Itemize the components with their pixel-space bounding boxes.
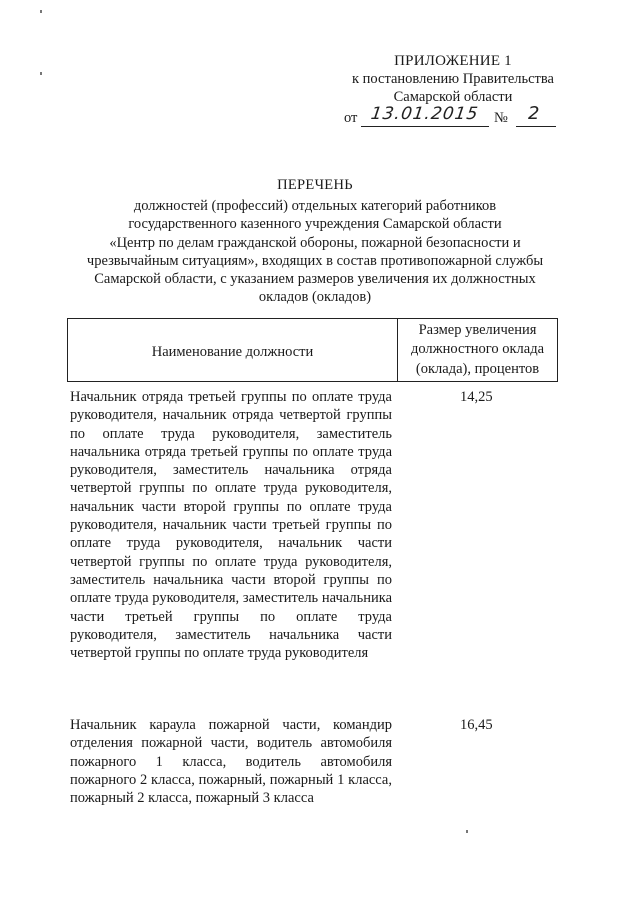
column-header-increase: Размер увеличения должностного оклада (оклада), процентов xyxy=(410,321,545,377)
heading-line: государственного казенного учреждения Самарской области xyxy=(128,216,502,233)
row-position-name: Начальник караула пожарной части, командир отделения пожарной части, водитель автомобиля пожарного 1 класса, водитель автомобиля пожарного 2 класса, пожарный, пожарный 1 класса, пожарный 2 класса, пожарный 3 класса xyxy=(70,717,392,807)
handwritten-date: 13.01.2015 xyxy=(369,104,480,124)
date-underline xyxy=(361,106,489,127)
appendix-title: ПРИЛОЖЕНИЕ 1 xyxy=(394,53,512,69)
row-increase-value: 16,45 xyxy=(460,717,493,733)
heading-line: «Центр по делам гражданской обороны, пожарной безопасности и xyxy=(109,234,521,251)
scan-speck xyxy=(466,830,468,833)
appendix-block xyxy=(338,52,568,106)
number-prefix: № xyxy=(494,110,508,126)
table-row xyxy=(70,716,560,807)
table-header xyxy=(67,318,558,382)
appendix-line-1: к постановлению Правительства xyxy=(352,71,554,87)
handwritten-number: 2 xyxy=(528,103,540,124)
row-increase-value: 14,25 xyxy=(460,389,493,405)
heading-title: ПЕРЕЧЕНЬ xyxy=(277,177,353,193)
heading-line: должностей (профессий) отдельных категорий работников xyxy=(133,198,497,215)
date-prefix: от xyxy=(344,110,358,126)
heading-line: окладов (окладов) xyxy=(258,289,372,306)
scan-speck xyxy=(40,10,42,13)
column-header-position: Наименование должности xyxy=(68,319,398,381)
heading-line: чрезвычайным ситуациям», входящих в состав противопожарной службы xyxy=(86,252,544,269)
table-row xyxy=(70,388,560,662)
appendix-line-2: Самарской области xyxy=(393,89,513,105)
scan-speck xyxy=(40,72,42,75)
row-position-name: Начальник отряда третьей группы по оплате труда руководителя, начальник отряда четвертой группы по оплате труда руководителя, заместитель начальника отряда третьей группы по оплате труда руководителя, заместитель начальника отряда четвертой группы по оплате труда руководителя, начальник части второй группы по оплате труда руководителя, начальник части третьей группы по оплате труда руководителя, начальник части четвертой группы по оплате труда руководителя, заместитель начальника части второй группы по оплате труда руководителя, заместитель начальника части третьей группы по оплате труда руководителя, заместитель начальника части четвертой группы по оплате труда руководителя xyxy=(70,389,392,662)
document-heading xyxy=(70,176,560,306)
resolution-date-line xyxy=(344,103,574,128)
number-underline xyxy=(516,103,556,127)
heading-line: Самарской области, с указанием размеров увеличения их должностных xyxy=(94,271,536,288)
